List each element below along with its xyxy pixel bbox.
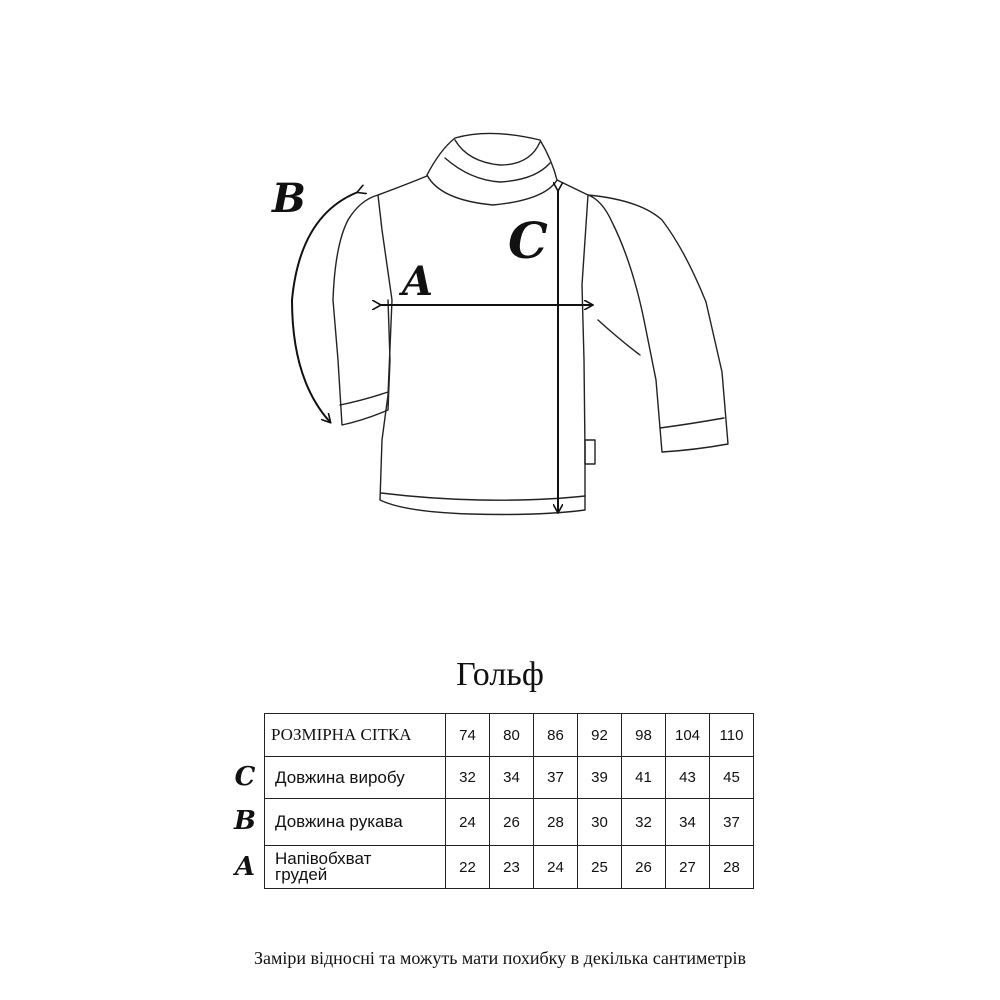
value-cell: 37 xyxy=(710,799,754,846)
product-title: Гольф xyxy=(456,656,544,693)
value-cell: 30 xyxy=(578,799,622,846)
size-cell: 86 xyxy=(534,714,578,757)
row-marker-a: A xyxy=(234,852,256,882)
table-header-row xyxy=(265,714,754,757)
value-cell: 45 xyxy=(710,757,754,799)
table-row xyxy=(265,757,754,799)
value-cell: 22 xyxy=(446,846,490,889)
measure-name: Довжина рукава xyxy=(265,799,446,846)
size-cell: 110 xyxy=(710,714,754,757)
label-tab xyxy=(585,440,595,464)
right-sleeve-outline xyxy=(588,195,728,452)
size-cell: 104 xyxy=(666,714,710,757)
measure-name xyxy=(265,846,446,889)
value-cell: 39 xyxy=(578,757,622,799)
disclaimer-note: Заміри відносні та можуть мати похибку в декілька сантиметрів xyxy=(253,948,747,968)
value-cell: 34 xyxy=(490,757,534,799)
body-outline xyxy=(378,176,588,515)
size-cell: 74 xyxy=(446,714,490,757)
measure-name-line1: Напівобхват xyxy=(275,849,372,868)
size-cell: 80 xyxy=(490,714,534,757)
measure-name: Довжина виробу xyxy=(265,757,446,799)
table-row xyxy=(265,846,754,889)
value-cell: 27 xyxy=(666,846,710,889)
row-marker-b: B xyxy=(234,806,256,836)
value-cell: 26 xyxy=(490,799,534,846)
value-cell: 28 xyxy=(534,799,578,846)
value-cell: 32 xyxy=(622,799,666,846)
value-cell: 26 xyxy=(622,846,666,889)
left-cuff xyxy=(340,392,388,405)
right-sleeve-seam xyxy=(598,320,640,355)
size-table xyxy=(264,713,754,889)
measure-b-arrow xyxy=(292,192,358,422)
collar-inner-line xyxy=(445,158,550,182)
label-b: B xyxy=(272,175,306,222)
label-a: A xyxy=(402,258,434,305)
row-marker-c: C xyxy=(234,762,256,792)
collar-inner-fold xyxy=(455,140,540,165)
size-cell: 92 xyxy=(578,714,622,757)
table-header-label: РОЗМІРНА СІТКА xyxy=(265,714,446,757)
value-cell: 24 xyxy=(446,799,490,846)
value-cell: 37 xyxy=(534,757,578,799)
label-c: C xyxy=(508,211,548,270)
value-cell: 41 xyxy=(622,757,666,799)
value-cell: 32 xyxy=(446,757,490,799)
size-cell: 98 xyxy=(622,714,666,757)
right-cuff xyxy=(660,418,724,428)
hem-band xyxy=(381,493,585,500)
value-cell: 25 xyxy=(578,846,622,889)
table-row xyxy=(265,799,754,846)
value-cell: 23 xyxy=(490,846,534,889)
value-cell: 28 xyxy=(710,846,754,889)
measure-name-line2: грудей xyxy=(275,865,328,884)
value-cell: 43 xyxy=(666,757,710,799)
value-cell: 34 xyxy=(666,799,710,846)
collar-outline xyxy=(427,133,557,205)
value-cell: 24 xyxy=(534,846,578,889)
